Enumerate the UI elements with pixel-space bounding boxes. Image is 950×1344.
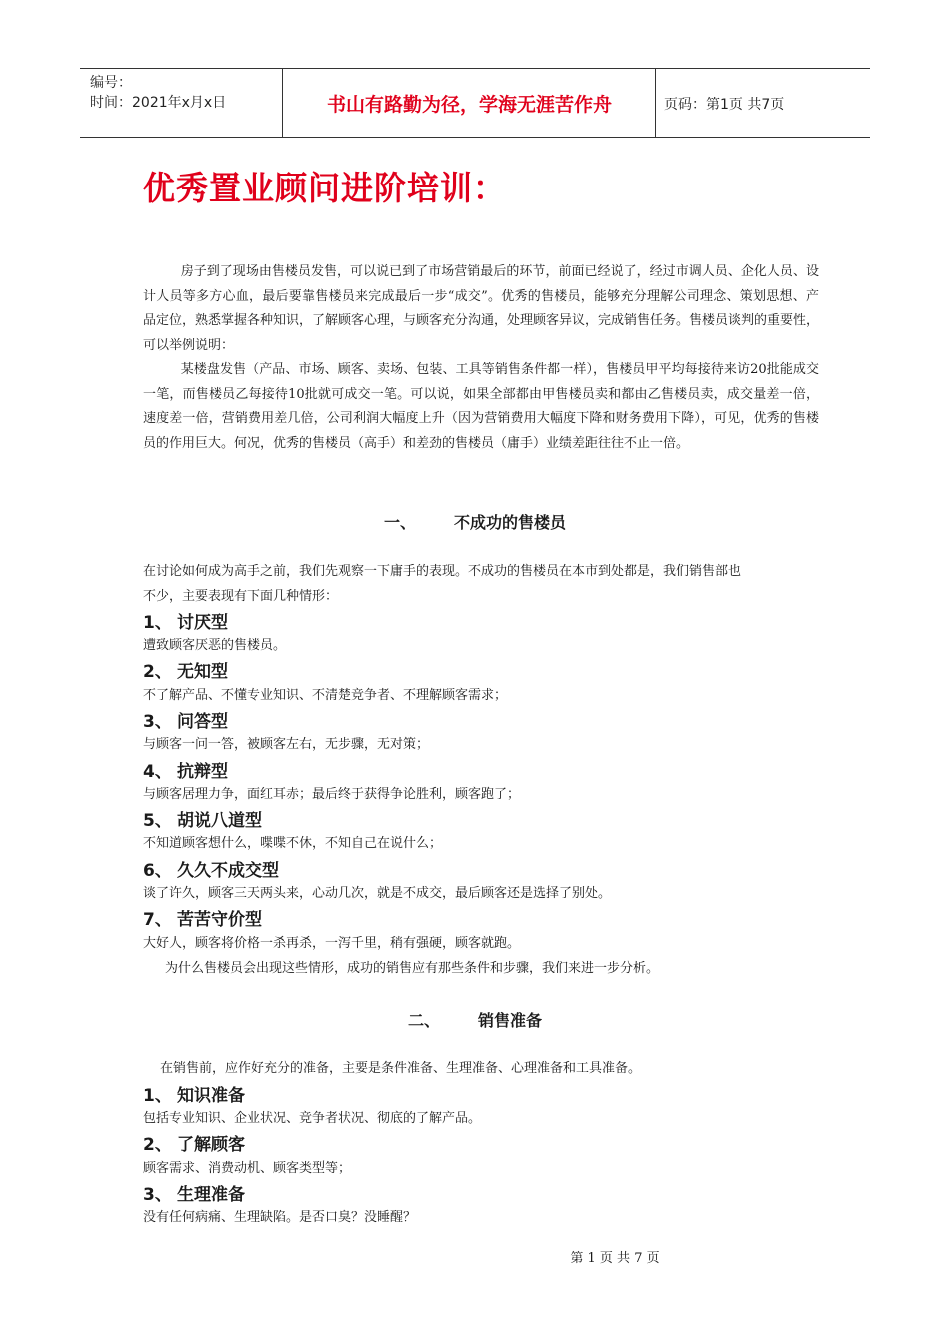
section-title: 不成功的售楼员	[453, 513, 566, 532]
document-title: 优秀置业顾问进阶培训：	[143, 169, 507, 207]
list-item-heading: 3、 生理准备	[143, 1185, 245, 1205]
section-title: 销售准备	[477, 1011, 542, 1030]
time-label: 时间：2021年x月x日	[90, 95, 227, 111]
intro-section	[143, 260, 819, 456]
section-number: 二、	[407, 1011, 440, 1030]
list-item-desc: 不了解产品、不懂专业知识、不清楚竞争者、不理解顾客需求；	[143, 688, 508, 703]
intro-paragraph-2: 某楼盘发售（产品、市场、顾客、卖场、包装、工具等销售条件都一样），售楼员甲平均每接待来访20批能成交一笔，而售楼员乙每接待10批就可成交一笔。可以说，如果全部都由甲售楼员卖和都由乙售楼员卖，成交量差一倍，速度差一倍，营销费用差几倍，公司利润大幅度上升（因为营销费用大幅度下降和财务费用下降），可见，优秀的售楼员的作用巨大。何况，优秀的售楼员（高手）和差劲的售楼员（庸手）业绩差距往往不止一倍。	[143, 362, 819, 451]
list-item-heading: 7、 苦苦守价型	[143, 910, 262, 930]
list-item-heading: 3、 问答型	[143, 712, 228, 732]
list-item-desc: 大好人，顾客将价格一杀再杀，一泻千里，稍有强硬，顾客就跑。	[143, 936, 521, 951]
section2-intro: 在销售前，应作好充分的准备，主要是条件准备、生理准备、心理准备和工具准备。	[160, 1061, 642, 1076]
list-item-heading: 1、 讨厌型	[143, 613, 228, 633]
list-item-heading: 6、 久久不成交型	[143, 861, 279, 881]
list-item-desc: 不知道顾客想什么，喋喋不休，不知自己在说什么；	[143, 836, 443, 851]
list-item-heading: 2、 了解顾客	[143, 1135, 245, 1155]
number-label: 编号：	[90, 75, 132, 91]
list-item-desc: 没有任何病痛、生理缺陷。是否口臭？没睡醒？	[143, 1210, 417, 1225]
section-number: 一、	[383, 513, 416, 532]
list-item-desc: 与顾客居理力争，面红耳赤；最后终于获得争论胜利，顾客跑了；	[143, 787, 521, 802]
list-item-desc: 顾客需求、消费动机、顾客类型等；	[143, 1161, 352, 1176]
list-item-desc: 与顾客一问一答，被顾客左右，无步骤，无对策；	[143, 737, 430, 752]
section-heading-1	[0, 510, 950, 533]
list-item-heading: 2、 无知型	[143, 662, 228, 682]
header-page-info: 页码：第1页 共7页	[664, 97, 785, 113]
document-header-table	[80, 68, 870, 138]
list-item-heading: 5、 胡说八道型	[143, 811, 262, 831]
list-item-heading: 4、 抗辩型	[143, 762, 228, 782]
section-heading-2	[0, 1008, 950, 1031]
header-motto: 书山有路勤为径，学海无涯苦作舟	[326, 93, 612, 116]
list-item-desc: 遭致顾客厌恶的售楼员。	[143, 638, 287, 653]
list-item-heading: 1、 知识准备	[143, 1086, 245, 1106]
list-item-desc: 包括专业知识、企业状况、竞争者状况、彻底的了解产品。	[143, 1111, 482, 1126]
list-item-desc: 谈了许久，顾客三天两头来，心动几次，就是不成交，最后顾客还是选择了别处。	[143, 886, 612, 901]
intro-paragraph-1: 房子到了现场由售楼员发售，可以说已到了市场营销最后的环节，前面已经说了，经过市调人员、企化人员、设计人员等多方心血，最后要靠售楼员来完成最后一步“成交”。优秀的售楼员，能够充分理解公司理念、策划思想、产品定位，熟悉掌握各种知识，了解顾客心理，与顾客充分沟通，处理顾客异议，完成销售任务。售楼员谈判的重要性，可以举例说明：	[143, 264, 820, 353]
section1-outro: 为什么售楼员会出现这些情形，成功的销售应有那些条件和步骤，我们来进一步分析。	[165, 961, 660, 976]
section1-intro-line1: 在讨论如何成为高手之前，我们先观察一下庸手的表现。不成功的售楼员在本市到处都是，我们销售部也	[143, 564, 742, 579]
section1-intro-line2: 不少，主要表现有下面几种情形：	[143, 589, 339, 604]
page-footer: 第 1 页 共 7 页	[570, 1251, 660, 1266]
header-divider	[655, 69, 656, 137]
header-meta	[90, 73, 226, 113]
